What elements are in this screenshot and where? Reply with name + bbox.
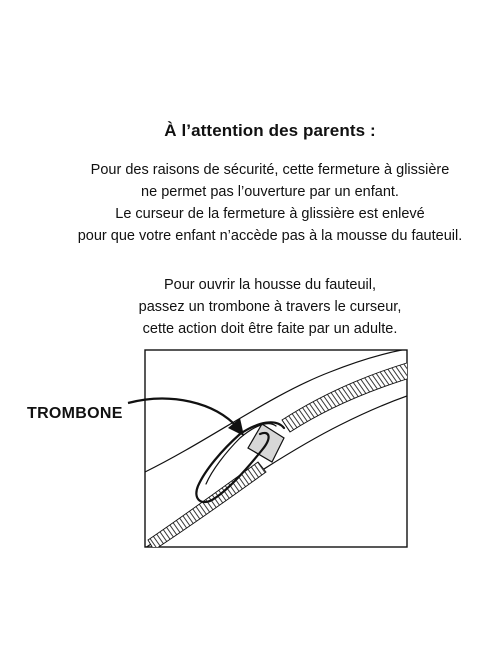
instruction-line: Pour ouvrir la housse du fauteuil, — [164, 277, 376, 293]
instructions-paragraph — [0, 274, 500, 340]
trombone-label: TROMBONE — [27, 405, 123, 422]
safety-paragraph — [0, 159, 500, 247]
notice-title: À l’attention des parents : — [164, 121, 376, 140]
instruction-line: cette action doit être faite par un adulte. — [142, 321, 398, 337]
arrow-head-icon — [228, 418, 244, 436]
zipper-tape — [148, 462, 266, 550]
pointer-arrow — [128, 399, 238, 428]
illustration-frame — [145, 350, 407, 547]
paperclip — [196, 422, 284, 502]
zipper-slider — [248, 424, 284, 462]
zipper-tape — [282, 362, 410, 432]
safety-line: Pour des raisons de sécurité, cette fermeture à glissière — [90, 162, 450, 178]
safety-line: Le curseur de la fermeture à glissière est enlevé — [115, 206, 425, 222]
fabric-edge — [145, 349, 407, 472]
fabric-edge — [145, 396, 407, 548]
instruction-line: passez un trombone à travers le curseur, — [138, 299, 402, 315]
safety-line: ne permet pas l’ouverture par un enfant. — [141, 184, 399, 200]
paperclip — [206, 424, 276, 484]
safety-line: pour que votre enfant n’accède pas à la mousse du fauteuil. — [77, 228, 463, 244]
